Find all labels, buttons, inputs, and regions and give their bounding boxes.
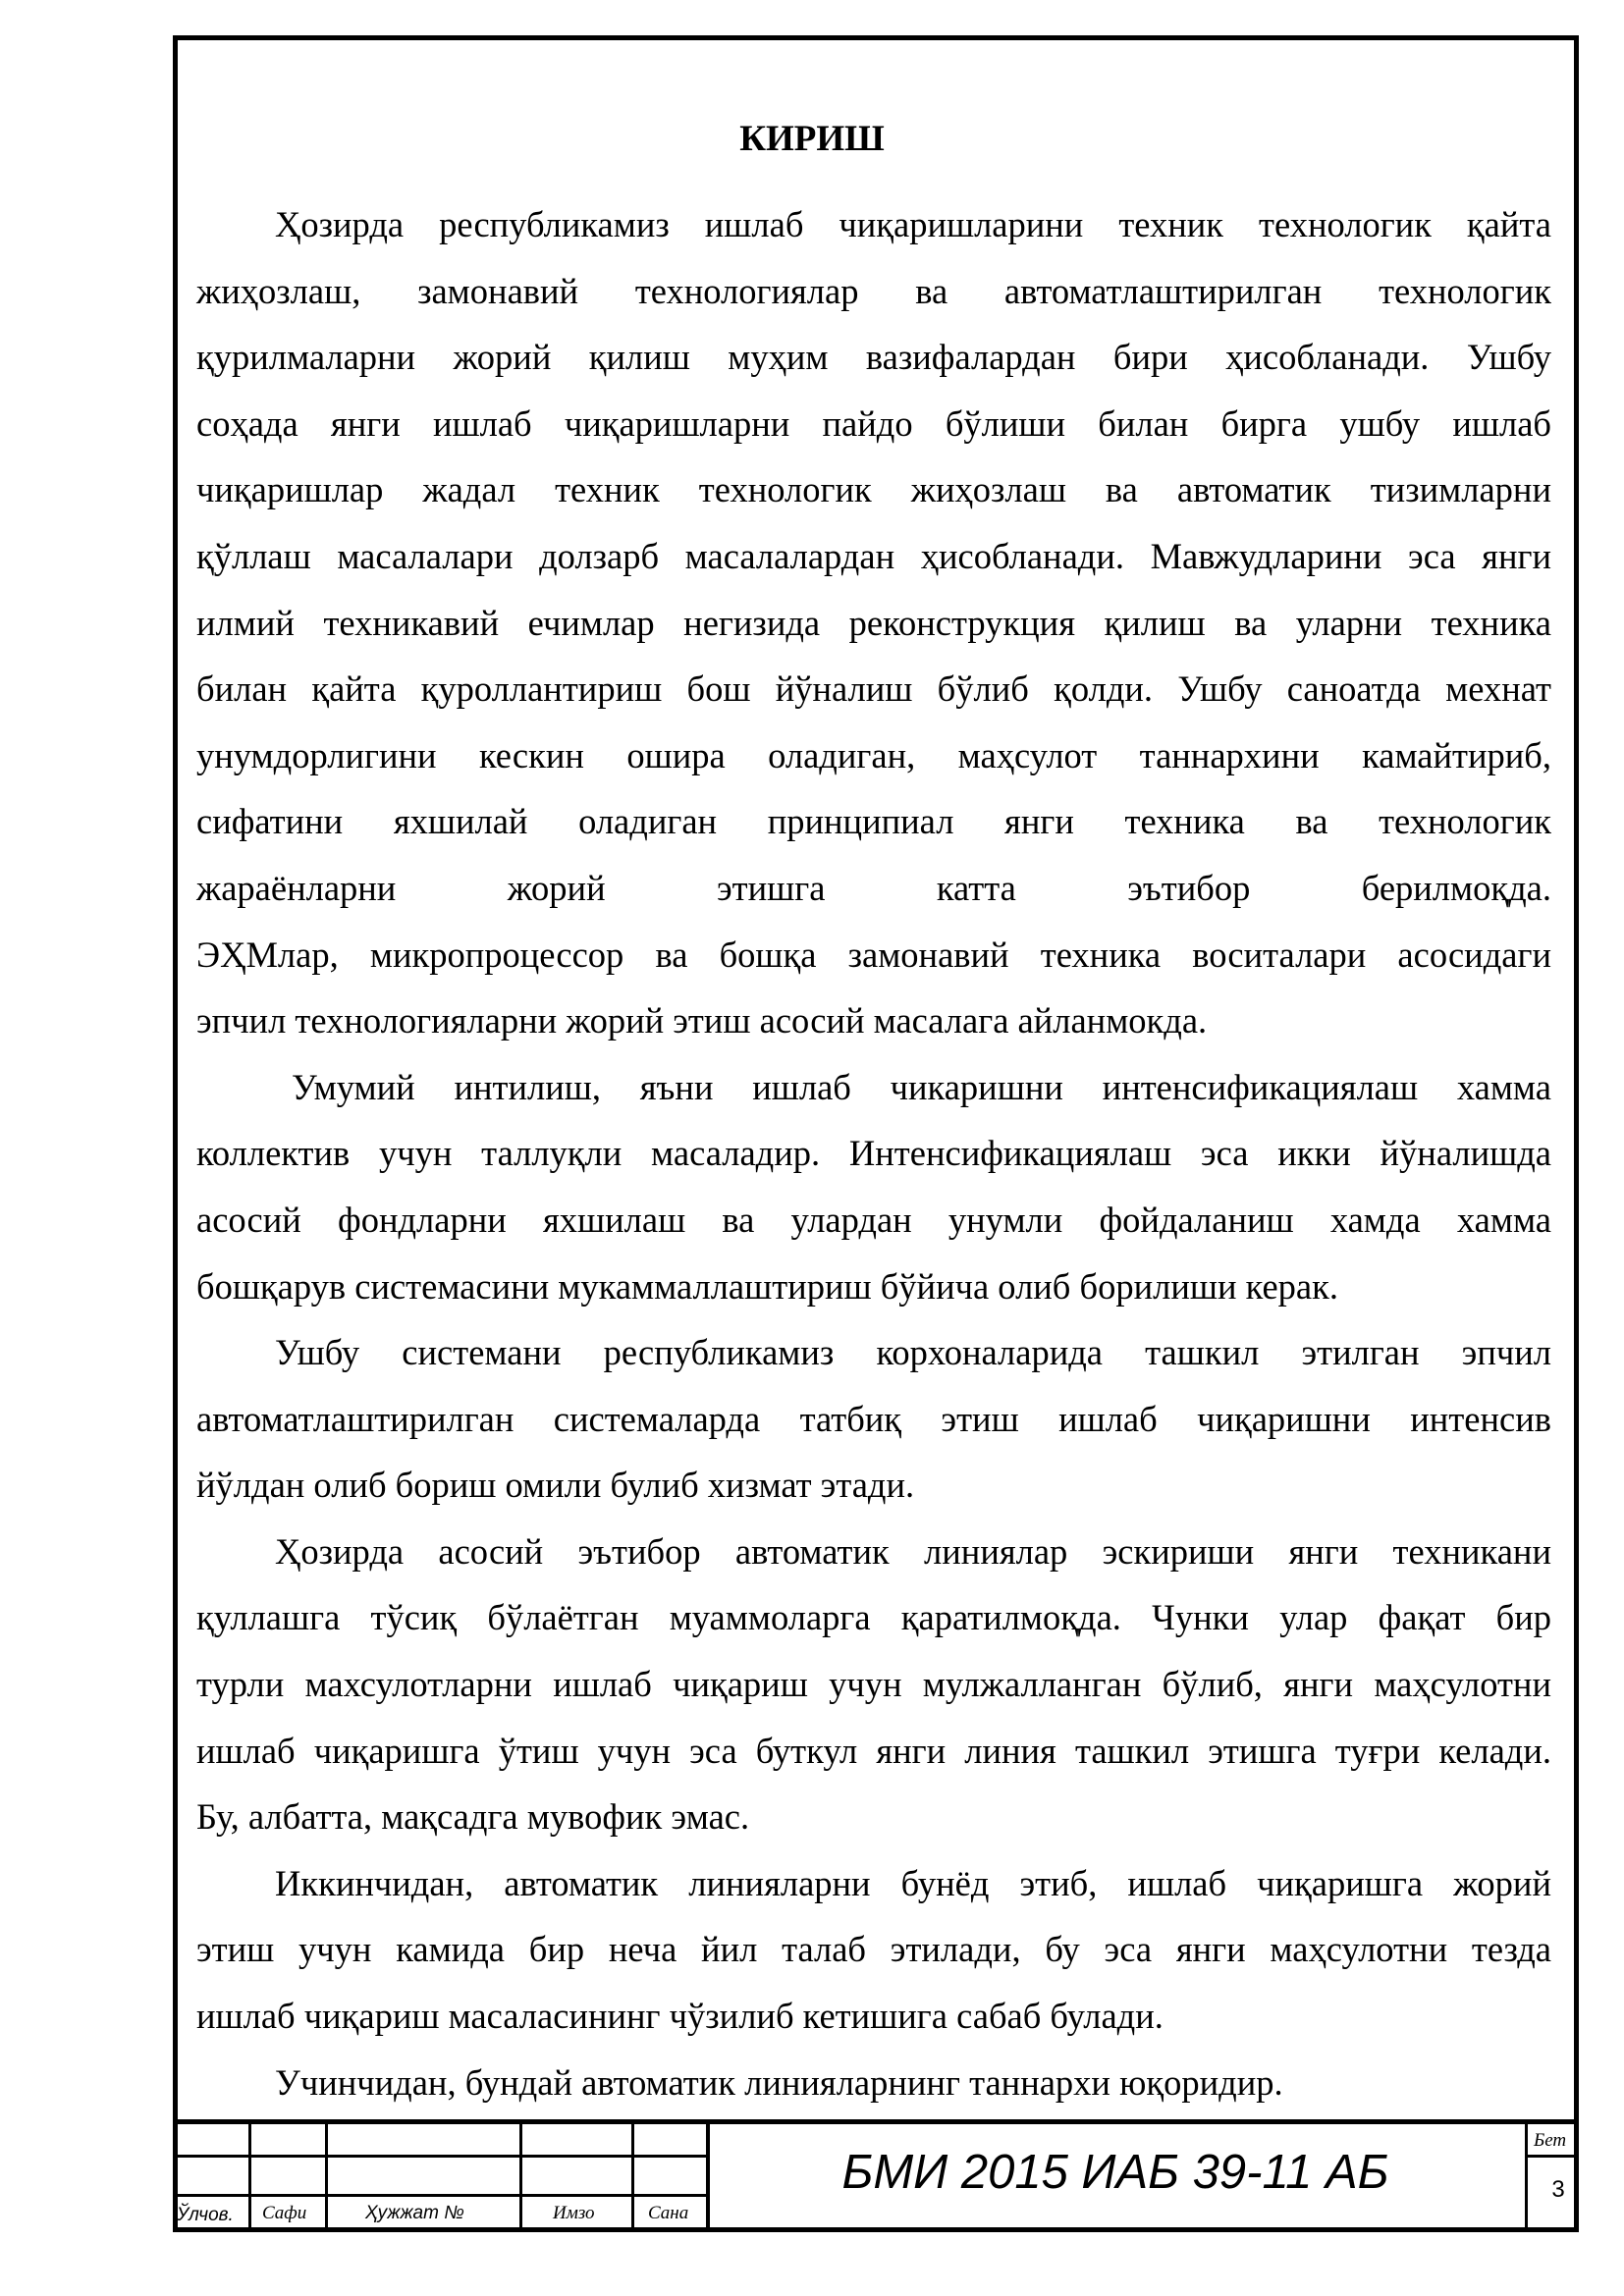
text-line: Умумий интилиш, яъни ишлаб чикаришни интенсификациялаш хамма: [292, 1066, 1551, 1107]
paragraph: [196, 2050, 1551, 2116]
paragraph: [196, 1850, 1551, 2050]
page-title: КИРИШ: [739, 119, 885, 159]
stamp-rule: [519, 2119, 522, 2232]
paragraph: [196, 1054, 1551, 1319]
text-line: унумдорлигини кескин ошира оладиган, маҳсулот таннархини камайтириб,: [196, 734, 1551, 775]
text-line: ишлаб чиқариш масаласининг чўзилиб кетишига сабаб булади.: [196, 1996, 1164, 2037]
title-block: [173, 2119, 1579, 2232]
paragraph: [196, 191, 1551, 1054]
text-line: қурилмаларни жорий қилиш муҳим вазифалардан бири ҳисобланади. Ушбу: [196, 337, 1551, 378]
paragraph: [196, 1519, 1551, 1850]
text-line: Ҳозирда асосий эътибор автоматик линиялар эскириши янги техникани: [275, 1530, 1551, 1572]
paragraph: [196, 1319, 1551, 1519]
stamp-caption-signature: Имзо: [553, 2203, 595, 2223]
text-line: асосий фондларни яхшилаш ва улардан унумли фойдаланиш хамда хамма: [196, 1199, 1551, 1240]
stamp-rule: [1526, 2155, 1579, 2158]
text-line: жараёнларни жорий этишга катта эътибор берилмоқда.: [196, 867, 1551, 908]
stamp-rule: [631, 2119, 634, 2232]
text-line: автоматлаштирилган системаларда татбиқ этиш ишлаб чиқаришни интенсив: [196, 1398, 1551, 1439]
text-line: Иккинчидан, автоматик линияларни бунёд этиб, ишлаб чиқаришга жорий: [275, 1862, 1551, 1903]
text-line: Учинчидан, бундай автоматик линияларнинг таннархи юқоридир.: [275, 2061, 1283, 2103]
text-line: Ушбу системани республикамиз корхоналарида ташкил этилган эпчил: [275, 1332, 1551, 1373]
stamp-caption-document: Ҳужжат №: [365, 2203, 464, 2223]
stamp-caption-change: Ўлчов.: [177, 2205, 234, 2225]
text-line: жиҳозлаш, замонавий технологиялар ва автоматлаштирилган технологик: [196, 270, 1551, 311]
stamp-rule: [248, 2119, 251, 2232]
document-code: БМИ 2015 ИАБ 39-11 АБ: [841, 2146, 1389, 2199]
stamp-rule: [325, 2119, 328, 2232]
stamp-caption-sheet: Сафи: [262, 2203, 307, 2223]
text-line: илмий техникавий ечимлар негизида реконструкция қилиш ва уларни техника: [196, 602, 1551, 643]
text-line: Бу, албатта, мақсадга мувофик эмас.: [196, 1796, 750, 1838]
stamp-rule: [173, 2119, 1579, 2124]
text-line: йўлдан олиб бориш омили булиб хизмат этади.: [196, 1465, 915, 1506]
stamp-caption-page: Бет: [1534, 2130, 1567, 2151]
stamp-rule: [173, 2155, 709, 2158]
text-line: бошқарув системасини мукаммаллаштириш бўйича олиб борилиши керак.: [196, 1265, 1338, 1307]
text-line: билан қайта қуроллантириш бош йўналиш бўлиб қолди. Ушбу саноатда мехнат: [196, 668, 1551, 710]
text-line: қуллашга тўсиқ бўлаётган муаммоларга қаратилмоқда. Чунки улар фақат бир: [196, 1597, 1551, 1638]
text-line: ЭҲМлар, микропроцессор ва бошқа замонавий техника воситалари асосидаги: [196, 934, 1551, 975]
stamp-rule: [173, 2194, 709, 2197]
text-line: сифатини яхшилай оладиган принципиал янги техника ва технологик: [196, 801, 1551, 842]
stamp-caption-date: Сана: [648, 2203, 689, 2223]
text-line: қўллаш масалалари долзарб масалалардан ҳисобланади. Мавжудларини эса янги: [196, 535, 1551, 576]
text-line: эпчил технологияларни жорий этиш асосий масалага айланмокда.: [196, 1000, 1208, 1041]
text-line: коллектив учун таллуқли масаладир. Интенсификациялаш эса икки йўналишда: [196, 1133, 1551, 1174]
text-line: чиқаришлар жадал техник технологик жиҳозлаш ва автоматик тизимларни: [196, 469, 1551, 510]
text-line: этиш учун камида бир неча йил талаб этилади, бу эса янги маҳсулотни тезда: [196, 1929, 1551, 1970]
document-body: [196, 191, 1551, 2115]
text-line: ишлаб чиқаришга ўтиш учун эса буткул янги линия ташкил этишга туғри келади.: [196, 1730, 1551, 1771]
text-line: соҳада янги ишлаб чиқаришларни пайдо бўлиши билан бирга ушбу ишлаб: [196, 402, 1551, 444]
page-number: 3: [1551, 2176, 1565, 2203]
text-line: турли махсулотларни ишлаб чиқариш учун мулжалланган бўлиб, янги маҳсулотни: [196, 1664, 1551, 1705]
text-line: Ҳозирда республикамиз ишлаб чиқаришларини техник технологик қайта: [275, 204, 1551, 244]
